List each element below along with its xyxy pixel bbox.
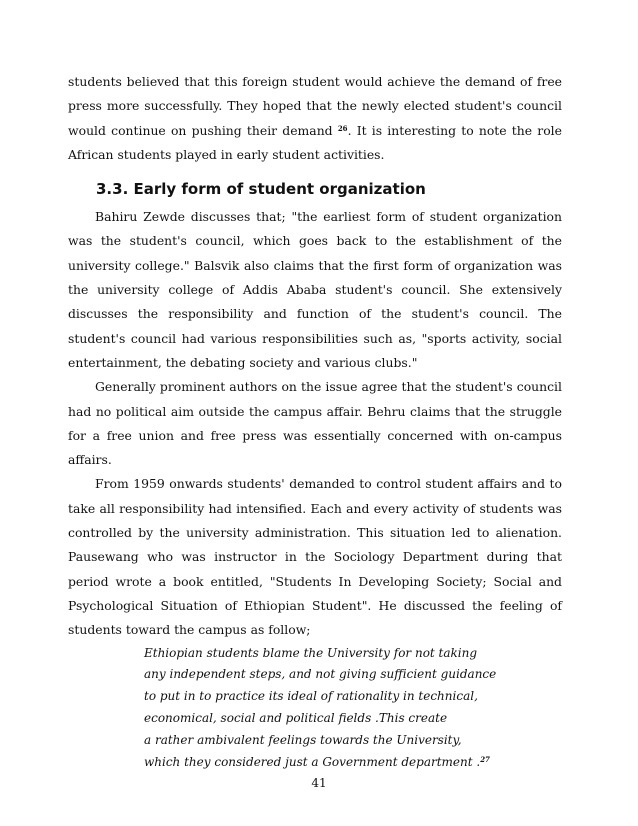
paragraph-political-aim: Generally prominent authors on the issue agree that the student's council had no political aim outside the campus affair. Behru claims that the struggle for a free union and free press was essentially concerned with on-campus affairs. <box>68 379 562 468</box>
section-heading: 3.3. Early form of student organization <box>96 180 426 199</box>
quote-line: economical, social and political fields .This create <box>144 710 448 725</box>
quote-line: Ethiopian students blame the University for not taking <box>144 645 478 660</box>
footnote-ref-27: 27 <box>480 754 490 764</box>
paragraph-student-council: Bahiru Zewde discusses that; "the earliest form of student organization was the student's council, which goes back to the establishment of the university college." Balsvik also claims that the first form of organization was the university college of Addis Ababa student's council. She extensively discusses the responsibility and function of the student's council. The student's council had various responsibilities such as, "sports activity, social entertainment, the debating society and various clubs." <box>68 209 562 370</box>
page-number: 41 <box>311 776 327 790</box>
footnote-ref-26: 26 <box>337 123 348 133</box>
block-quote <box>144 643 562 774</box>
quote-line: to put in to practice its ideal of rationality in technical, <box>144 689 478 704</box>
quote-line: a rather ambivalent feelings towards the University, <box>144 732 462 747</box>
document-body <box>68 70 562 773</box>
paragraph-1959-onwards: From 1959 onwards students' demanded to control student affairs and to take all responsibility had intensified. Each and every activity of students was controlled by the university administration. This situation led to alienation. Pausewang who was instructor in the Sociology Department during that period wrote a book entitled, "Students In Developing Society; Social and Psychological Situation of Ethiopian Student". He discussed the feeling of students toward the campus as follow; <box>68 476 562 638</box>
quote-line-last: which they considered just a Government department .$^{27}$ <box>144 754 490 769</box>
quote-line: any independent steps, and not giving sufficient guidance <box>144 667 497 682</box>
paragraph-continuation: students believed that this foreign student would achieve the demand of free press more successfully. They hoped that the newly elected student's council would continue on pushing their demand $^{26}$. It is interesting to note the role African students played in early student activities. <box>68 74 562 162</box>
